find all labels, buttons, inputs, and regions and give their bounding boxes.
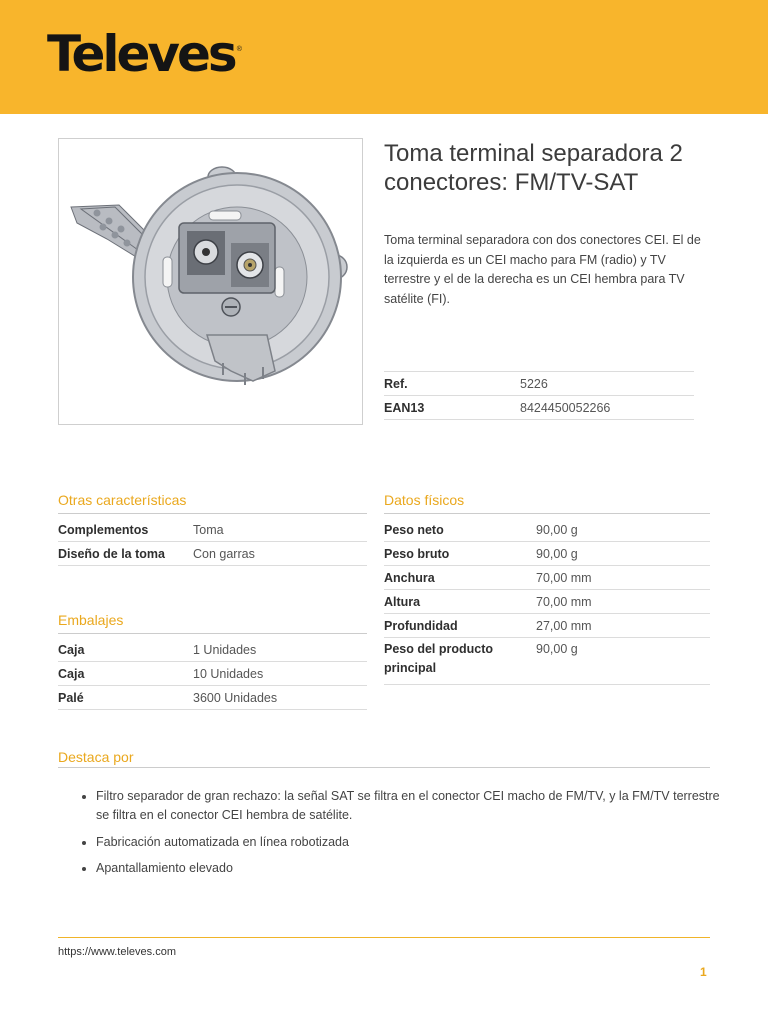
registered-mark: ® — [236, 46, 242, 53]
ean-value: 8424450052266 — [520, 396, 694, 420]
row-label: Caja — [58, 638, 193, 662]
footer-divider — [58, 937, 710, 938]
table-row — [384, 372, 694, 396]
row-label: Peso bruto — [384, 542, 536, 566]
ean-label: EAN13 — [384, 396, 520, 420]
row-value: 1 Unidades — [193, 638, 367, 662]
row-label: Complementos — [58, 518, 193, 542]
embalajes-table — [58, 638, 367, 710]
row-label: Palé — [58, 686, 193, 710]
product-image-frame — [58, 138, 363, 425]
row-value: Toma — [193, 518, 367, 542]
row-label: Peso neto — [384, 518, 536, 542]
ref-value: 5226 — [520, 372, 694, 396]
datos-section-title: Datos físicos — [384, 492, 465, 508]
list-item: • Apantallamiento elevado — [96, 859, 726, 878]
row-label: Profundidad — [384, 614, 536, 638]
list-item: • Fabricación automatizada en línea robotizada — [96, 833, 726, 852]
row-value: 3600 Unidades — [193, 686, 367, 710]
otras-divider — [58, 513, 367, 514]
table-row — [384, 590, 710, 614]
row-value: 90,00 g — [536, 518, 710, 542]
wall-socket-product-photo-icon — [59, 139, 362, 424]
row-value: 90,00 g — [536, 638, 710, 685]
reference-table — [384, 371, 694, 420]
feature-list — [78, 787, 726, 886]
table-row — [58, 662, 367, 686]
row-label: Anchura — [384, 566, 536, 590]
otras-section-title: Otras características — [58, 492, 187, 508]
destaca-divider — [58, 767, 710, 768]
table-row — [384, 542, 710, 566]
row-label: Peso del producto principal — [384, 638, 536, 685]
table-row — [58, 542, 367, 566]
table-row — [384, 638, 710, 685]
row-label: Diseño de la toma — [58, 542, 193, 566]
table-row — [384, 614, 710, 638]
table-row — [384, 518, 710, 542]
row-value: Con garras — [193, 542, 367, 566]
table-row — [384, 566, 710, 590]
logo-wordmark: Televes — [47, 25, 235, 83]
footer-link[interactable]: https://www.televes.com — [58, 946, 176, 958]
row-label: Caja — [58, 662, 193, 686]
embalajes-divider — [58, 633, 367, 634]
product-description: Toma terminal separadora con dos conectores CEI. El de la izquierda es un CEI macho para FM (radio) y TV terrestre y el de la derecha es un CEI hembra para TV satélite (FI). — [384, 233, 701, 306]
product-title: Toma terminal separadora 2 conectores: FM/TV-SAT — [384, 140, 683, 196]
table-row — [384, 396, 694, 420]
televes-logo — [47, 22, 242, 86]
datos-table — [384, 518, 710, 685]
list-item: • Filtro separador de gran rechazo: la señal SAT se filtra en el conector CEI macho de FM/TV, y la FM/TV terrestre se filtra en el conector CEI hembra de satélite. — [96, 787, 726, 825]
table-row — [58, 638, 367, 662]
page-header — [0, 0, 768, 114]
row-label: Altura — [384, 590, 536, 614]
ref-label: Ref. — [384, 372, 520, 396]
row-value: 27,00 mm — [536, 614, 710, 638]
datos-divider — [384, 513, 710, 514]
page-number: 1 — [700, 965, 707, 979]
row-value: 90,00 g — [536, 542, 710, 566]
destaca-section-title: Destaca por — [58, 749, 134, 765]
table-row — [58, 686, 367, 710]
embalajes-section-title: Embalajes — [58, 612, 124, 628]
table-row — [58, 518, 367, 542]
otras-table — [58, 518, 367, 566]
row-value: 70,00 mm — [536, 590, 710, 614]
row-value: 70,00 mm — [536, 566, 710, 590]
row-value: 10 Unidades — [193, 662, 367, 686]
